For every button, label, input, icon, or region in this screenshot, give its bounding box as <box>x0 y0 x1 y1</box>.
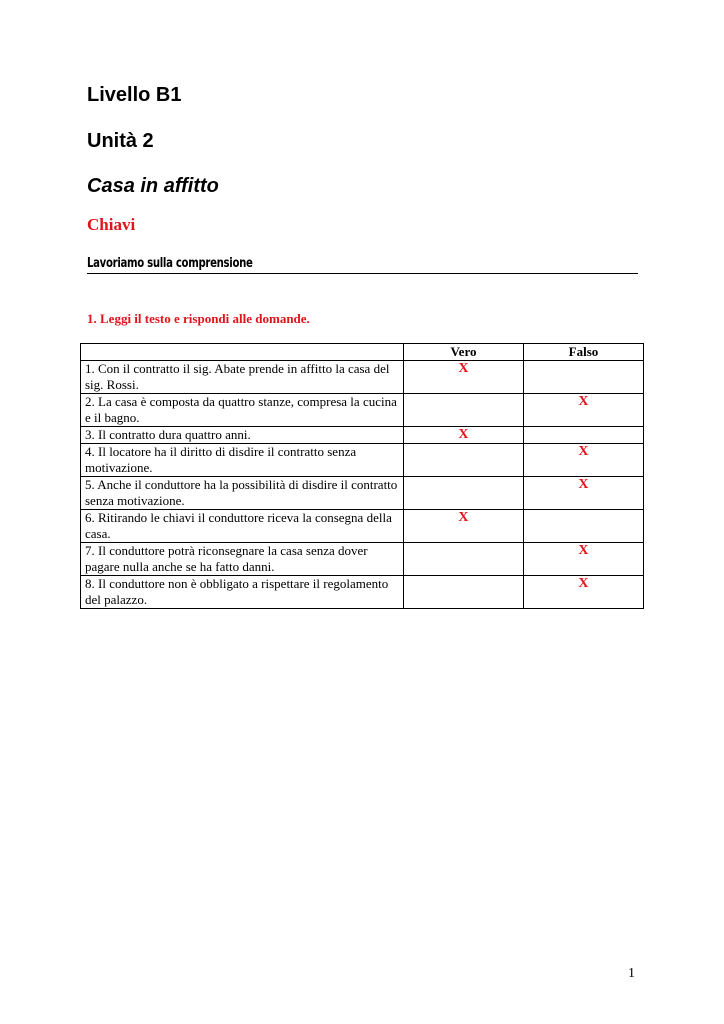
falso-cell: X <box>523 444 643 477</box>
vero-cell <box>404 394 524 427</box>
exercise-instruction: 1. Leggi il testo e rispondi alle domande. <box>87 311 310 326</box>
header-falso: Falso <box>523 344 643 361</box>
vero-cell <box>404 576 524 609</box>
vero-cell: X <box>404 361 524 394</box>
falso-cell <box>523 361 643 394</box>
section-heading <box>87 256 638 274</box>
answer-key-subtitle: Chiavi <box>87 215 136 234</box>
page-title: Casa in affitto <box>87 175 219 197</box>
table-row <box>81 543 644 576</box>
true-false-table <box>80 343 644 609</box>
statement-cell: 5. Anche il conduttore ha la possibilità di disdire il contratto senza motivazione. <box>81 477 404 510</box>
statement-cell: 4. Il locatore ha il diritto di disdire il contratto senza motivazione. <box>81 444 404 477</box>
table-row <box>81 576 644 609</box>
table-row <box>81 477 644 510</box>
table-row <box>81 394 644 427</box>
falso-cell <box>523 427 643 444</box>
unit-heading: Unità 2 <box>87 130 154 152</box>
falso-cell: X <box>523 543 643 576</box>
section-heading-text: Lavoriamo sulla comprensione <box>87 256 253 271</box>
header-vero: Vero <box>404 344 524 361</box>
table-header-row <box>81 344 644 361</box>
table-row <box>81 427 644 444</box>
vero-cell <box>404 543 524 576</box>
falso-cell <box>523 510 643 543</box>
table-row <box>81 510 644 543</box>
vero-cell <box>404 444 524 477</box>
table-row <box>81 361 644 394</box>
falso-cell: X <box>523 394 643 427</box>
statement-cell: 2. La casa è composta da quattro stanze, compresa la cucina e il bagno. <box>81 394 404 427</box>
statement-cell: 8. Il conduttore non è obbligato a rispettare il regolamento del palazzo. <box>81 576 404 609</box>
falso-cell: X <box>523 477 643 510</box>
falso-cell: X <box>523 576 643 609</box>
vero-cell: X <box>404 427 524 444</box>
page-number: 1 <box>628 966 635 981</box>
header-statement <box>81 344 404 361</box>
statement-cell: 3. Il contratto dura quattro anni. <box>81 427 404 444</box>
vero-cell <box>404 477 524 510</box>
statement-cell: 1. Con il contratto il sig. Abate prende in affitto la casa del sig. Rossi. <box>81 361 404 394</box>
vero-cell: X <box>404 510 524 543</box>
table-row <box>81 444 644 477</box>
statement-cell: 6. Ritirando le chiavi il conduttore riceva la consegna della casa. <box>81 510 404 543</box>
statement-cell: 7. Il conduttore potrà riconsegnare la casa senza dover pagare nulla anche se ha fatto danni. <box>81 543 404 576</box>
level-heading: Livello B1 <box>87 84 182 106</box>
